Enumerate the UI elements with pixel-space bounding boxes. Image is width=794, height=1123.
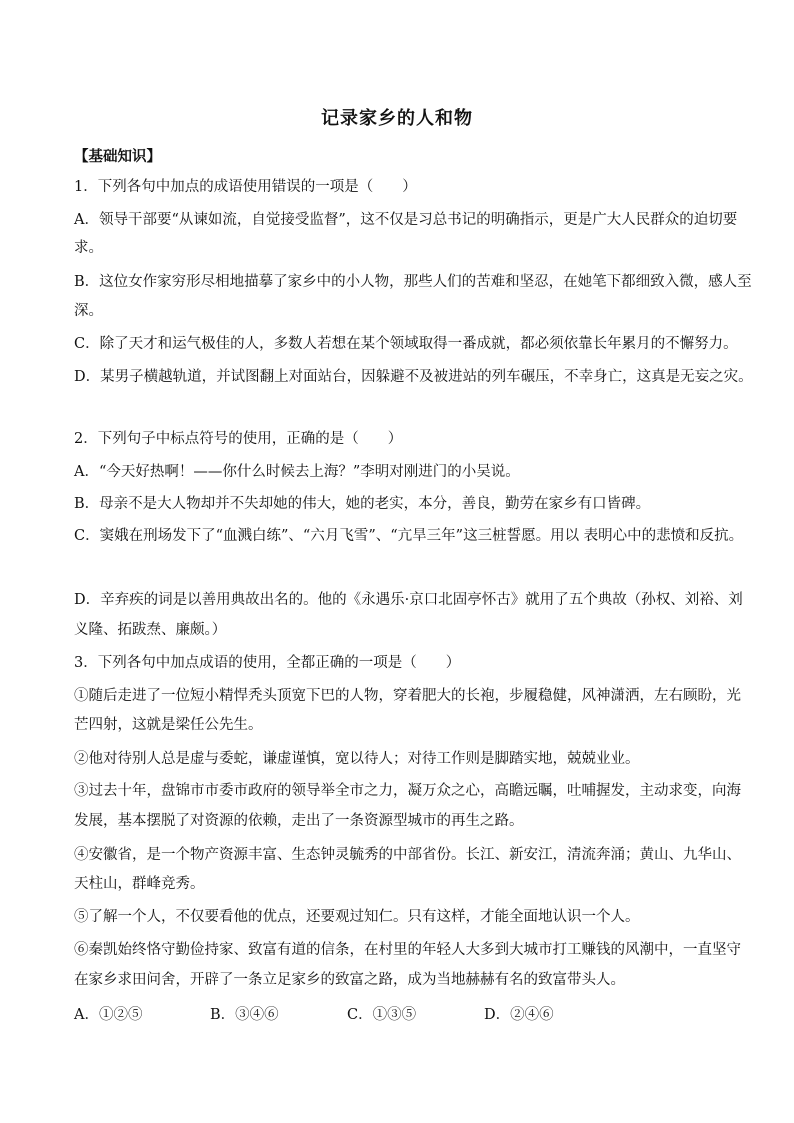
question-3-sentence-3-cont: 发展，基本摆脱了对资源的依赖，走出了一条资源型城市的再生之路。 <box>74 813 524 829</box>
question-2-stem: 2．下列句子中标点符号的使用，正确的是（ ） <box>74 431 403 447</box>
question-3-sentence-1-cont: 芒四射，这就是梁任公先生。 <box>74 717 263 733</box>
question-2-option-a: A．“今天好热啊！——你什么时候去上海？”李明对刚进门的小吴说。 <box>74 464 520 480</box>
answer-option-b: B．③④⑥ <box>210 1007 279 1023</box>
question-1-option-b-cont: 深。 <box>74 303 103 319</box>
question-1-option-d: D．某男子横越轨道，并试图翻上对面站台，因躲避不及被进站的列车碾压，不幸身亡，这真是无妄之灾。 <box>74 369 753 385</box>
section-heading: 【基础知识】 <box>74 149 161 165</box>
question-3-sentence-1: ①随后走进了一位短小精悍秃头顶宽下巴的人物，穿着肥大的长袍，步履稳健，风神潇洒，左右顾盼，光 <box>74 688 741 704</box>
question-1-option-a-cont: 求。 <box>74 240 103 256</box>
page-title: 记录家乡的人和物 <box>321 108 473 129</box>
question-1-stem: 1．下列各句中加点的成语使用错误的一项是（ ） <box>74 179 417 195</box>
question-3-sentence-6-cont: 在家乡求田问舍，开辟了一条立足家乡的致富之路，成为当地赫赫有名的致富带头人。 <box>74 972 625 988</box>
question-2-option-d-cont: 义隆、拓跋焘、廉颇。） <box>74 622 227 638</box>
answer-option-c: C．①③⑤ <box>347 1007 417 1023</box>
question-3-sentence-2: ②他对待别人总是虚与委蛇，谦虚谨慎，宽以待人；对待工作则是脚踏实地，兢兢业业。 <box>74 751 640 767</box>
question-1-option-b: B．这位女作家穷形尽相地描摹了家乡中的小人物，那些人们的苦难和坚忍，在她笔下都细致入微，感人至 <box>74 274 752 290</box>
question-3-sentence-3: ③过去十年，盘锦市市委市政府的领导举全市之力，凝万众之心，高瞻远瞩，吐哺握发，主动求变，向海 <box>74 783 741 799</box>
question-3-sentence-4-cont: 天柱山，群峰竞秀。 <box>74 876 205 892</box>
question-3-sentence-6: ⑥秦凯始终恪守勤俭持家、致富有道的信条，在村里的年轻人大多到大城市打工赚钱的风潮中，一直坚守 <box>74 942 741 958</box>
answer-option-d: D．②④⑥ <box>484 1007 554 1023</box>
question-3-sentence-4: ④安徽省，是一个物产资源丰富、生态钟灵毓秀的中部省份。长江、新安江，清流奔涌；黄山、九华山、 <box>74 847 741 863</box>
question-3-sentence-5: ⑤了解一个人，不仅要看他的优点，还要观过知仁。只有这样，才能全面地认识一个人。 <box>74 909 640 925</box>
question-2-option-b: B．母亲不是大人物却并不失却她的伟大，她的老实，本分，善良，勤劳在家乡有口皆碑。 <box>74 496 651 512</box>
answer-option-a: A．①②⑤ <box>74 1007 143 1023</box>
question-1-option-a: A．领导干部要“从谏如流，自觉接受监督”，这不仅是习总书记的明确指示，更是广大人民群众的迫切要 <box>74 212 738 228</box>
question-1-option-c: C．除了天才和运气极佳的人，多数人若想在某个领域取得一番成就，都必须依靠长年累月的不懈努力。 <box>74 336 738 352</box>
question-2-option-c: C．窦娥在刑场发下了“血溅白练”、“六月飞雪”、“亢旱三年”这三桩誓愿。用以 表明心中的悲愤和反抗。 <box>74 528 744 544</box>
question-2-option-d: D．辛弃疾的词是以善用典故出名的。他的《永遇乐·京口北固亭怀古》就用了五个典故（孙权、刘裕、刘 <box>74 592 743 608</box>
question-3-stem: 3．下列各句中加点成语的使用，全都正确的一项是（ ） <box>74 655 461 671</box>
